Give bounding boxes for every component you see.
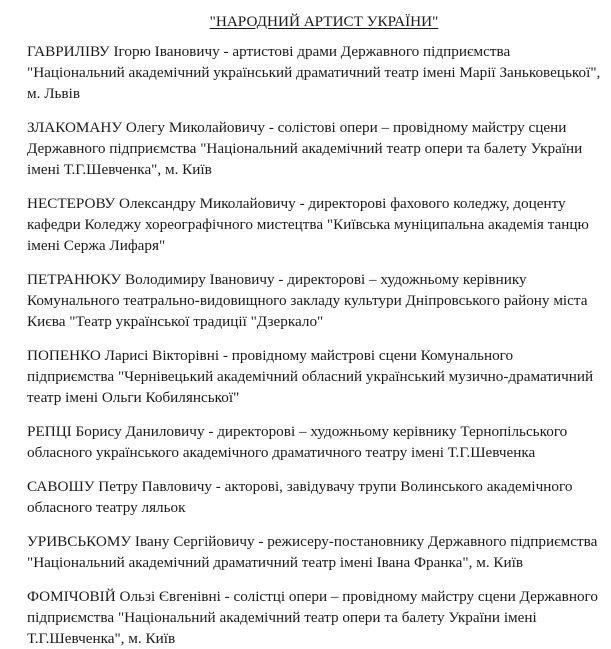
award-entry: ЗЛАКОМАНУ Олегу Миколайовичу - солістові опери – провідному майстру сцени Державного підприємства "Національний академічний театр опери та балету України імені Т.Г.Шевченка", м. Київ (27, 119, 583, 178)
award-entry: ГАВРИЛІВУ Ігорю Івановичу - артистові драми Державного підприємства "Національний академічний український драматичний театр імені Марії Заньковецької", м. Львів (27, 43, 601, 102)
award-entry: САВОШУ Петру Павловичу - акторові, завідувачу трупи Волинського академічного обласного театру ляльок (27, 478, 573, 516)
award-entry: УРИВСЬКОМУ Івану Сергійовичу - режисеру-постановнику Державного підприємства "Національний академічний драматичний театр імені Івана Франка", м. Київ (27, 533, 598, 571)
award-entry: НЕСТЕРОВУ Олександру Миколайовичу - директорові фахового коледжу, доценту кафедри Коледжу хореографічного мистецтва "Київська муніципальна академія танцю імені Сержа Лифаря" (27, 195, 589, 254)
award-entry: ФОМІЧОВІЙ Ользі Євгенівні - солістці опери – провідному майстру сцени Державного підприємства "Національний академічний театр опери та балету України імені Т.Г.Шевченка", м. Київ (27, 588, 599, 647)
award-entry: ПОПЕНКО Ларисі Вікторівні - провідному майстрові сцени Комунального підприємства "Чернівецький академічний обласний український музично-драматичний театр імені Ольги Кобилянської" (27, 347, 594, 406)
award-entry: ПЕТРАНЮКУ Володимиру Івановичу - директорові – художньому керівнику Комунального театрально-видовищного закладу культури Дніпровського району міста Києва "Театр української традиції "Дзеркало" (27, 271, 588, 330)
document-title: "НАРОДНИЙ АРТИСТ УКРАЇНИ" (209, 13, 439, 30)
award-entry: РЕПЦІ Борису Даниловичу - директорові – художньому керівнику Тернопільського обласного українського академічного драматичного театру імені Т.Г.Шевченка (27, 423, 568, 461)
